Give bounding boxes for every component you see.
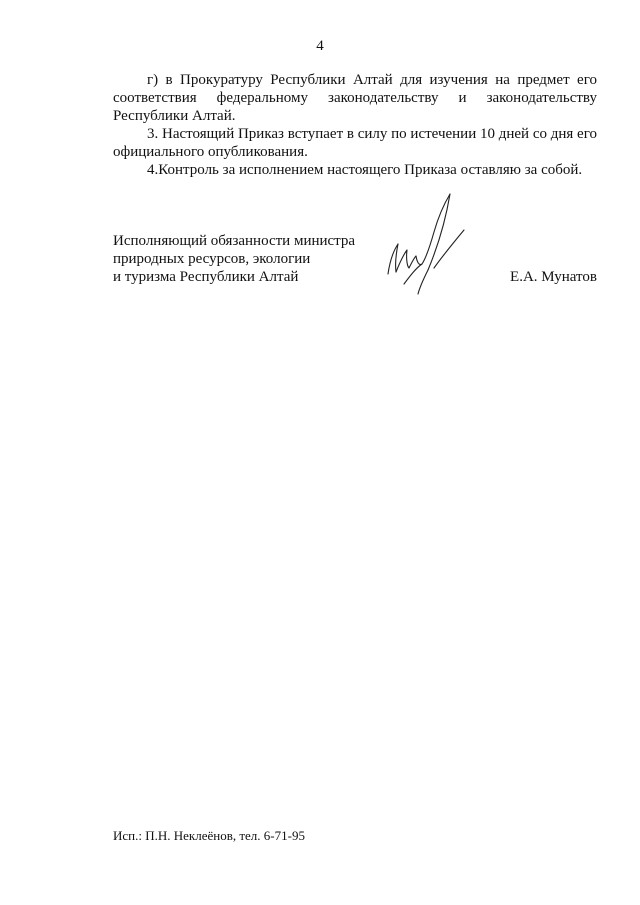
paragraph-item-4: 4.Контроль за исполнением настоящего Приказа оставляю за собой. xyxy=(147,162,583,178)
position-line: природных ресурсов, экологии xyxy=(113,251,311,267)
document-body xyxy=(113,71,597,179)
signatory-position xyxy=(113,232,355,286)
page-number: 4 xyxy=(316,38,324,54)
position-line: Исполняющий обязанности министра xyxy=(113,233,356,249)
paragraph-item-g: г) в Прокуратуру Республики Алтай для изучения на предмет его соответствия федеральному законодательству и законодательству Республики Алтай. xyxy=(113,72,597,124)
handwritten-signature xyxy=(376,188,476,298)
position-line: и туризма Республики Алтай xyxy=(113,269,299,285)
signer-name: Е.А. Мунатов xyxy=(510,269,597,285)
executor-line: Исп.: П.Н. Неклеёнов, тел. 6-71-95 xyxy=(113,828,305,843)
paragraph-item-3: 3. Настоящий Приказ вступает в силу по истечении 10 дней со дня его официального опубликования. xyxy=(113,126,597,160)
